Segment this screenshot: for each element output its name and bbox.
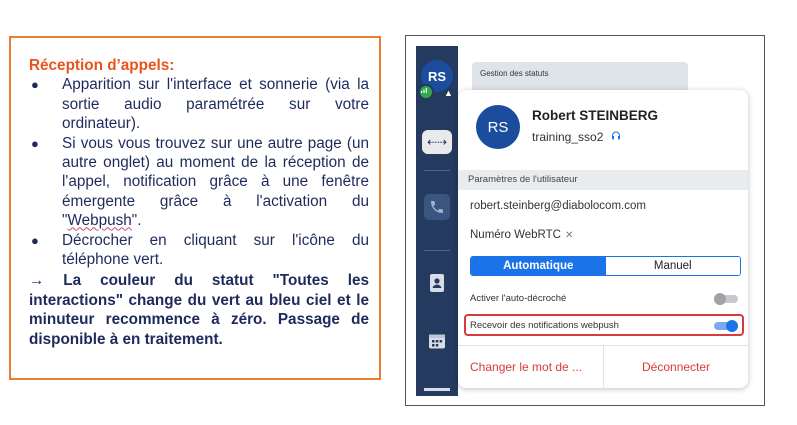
bullet-text: Si vous vous trouvez sur une autre page (un autre onglet) au moment de la réception de l'appel, notification grâce à une fenêtre émergente grâce à l'activation du " bbox=[62, 134, 369, 230]
list-item bbox=[29, 75, 369, 133]
footer-divider-vertical bbox=[603, 346, 604, 388]
webrtc-disabled-icon: ✕ bbox=[564, 230, 574, 241]
webpush-label: Recevoir des notifications webpush bbox=[470, 320, 619, 331]
toggle-knob bbox=[714, 293, 726, 305]
webrtc-label: Numéro WebRTC bbox=[470, 229, 561, 241]
mode-automatic-button[interactable]: Automatique bbox=[471, 257, 606, 275]
mode-manual-button[interactable]: Manuel bbox=[606, 257, 741, 275]
sidebar-divider bbox=[424, 170, 450, 171]
instructions-box bbox=[9, 36, 381, 380]
phone-icon bbox=[429, 199, 445, 215]
toggle-knob bbox=[726, 320, 738, 332]
sidebar bbox=[416, 46, 458, 396]
app-screenshot bbox=[405, 35, 765, 406]
webpush-term: Webpush bbox=[67, 212, 132, 230]
bullet-text-end: ". bbox=[131, 212, 142, 230]
list-item bbox=[29, 134, 369, 231]
change-password-button[interactable]: Changer le mot de ... bbox=[470, 360, 583, 374]
status-indicator-icon bbox=[418, 84, 434, 100]
bullet-glyph: ● bbox=[31, 135, 39, 151]
bullet-text: Apparition sur l'interface et sonnerie (via la sortie audio paramétrée sur votre ordinateur). bbox=[62, 76, 369, 133]
bullet-glyph: ● bbox=[31, 77, 39, 93]
mode-segmented-control bbox=[470, 256, 741, 276]
auto-answer-toggle[interactable] bbox=[714, 295, 738, 303]
sidebar-avatar[interactable]: RS bbox=[421, 60, 453, 92]
status-management-bar[interactable] bbox=[472, 62, 688, 92]
disconnect-button[interactable]: Déconnecter bbox=[642, 360, 711, 374]
bullet-glyph: ● bbox=[31, 232, 39, 248]
instructions-heading: Réception d’appels: bbox=[29, 57, 175, 74]
caret-up-icon: ▲ bbox=[444, 88, 453, 98]
contacts-icon bbox=[428, 273, 446, 293]
list-item bbox=[29, 231, 369, 270]
profile-username-row bbox=[532, 130, 622, 144]
status-management-title: Gestion des statuts bbox=[480, 69, 549, 78]
phone-button[interactable] bbox=[424, 194, 450, 220]
settings-section-header: Paramètres de l'utilisateur bbox=[458, 170, 748, 190]
bullet-text: Décrocher en cliquant sur l'icône du téléphone vert. bbox=[62, 231, 369, 269]
calendar-icon bbox=[428, 332, 446, 350]
profile-name: Robert STEINBERG bbox=[532, 108, 659, 123]
transfer-icon: ⇠⇢ bbox=[426, 135, 448, 149]
auto-answer-label: Activer l'auto-décroché bbox=[470, 293, 567, 304]
profile-avatar: RS bbox=[476, 105, 520, 149]
calendar-button[interactable] bbox=[424, 328, 450, 354]
user-email: robert.steinberg@diabolocom.com bbox=[470, 200, 646, 212]
contacts-button[interactable] bbox=[424, 270, 450, 296]
instructions-list bbox=[29, 75, 369, 269]
user-settings-panel bbox=[458, 90, 748, 388]
webpush-toggle[interactable] bbox=[714, 322, 738, 330]
sidebar-divider bbox=[424, 388, 450, 391]
instructions-conclusion: → La couleur du statut "Toutes les interactions" change du vert au bleu ciel et le minuteur recommence à zéro. Passage de disponible à en traitement. bbox=[29, 272, 369, 348]
transfer-button[interactable] bbox=[422, 130, 452, 154]
profile-username: training_sso2 bbox=[532, 130, 604, 144]
headset-icon bbox=[610, 130, 622, 142]
webrtc-row bbox=[470, 229, 573, 241]
sidebar-divider bbox=[424, 250, 450, 251]
